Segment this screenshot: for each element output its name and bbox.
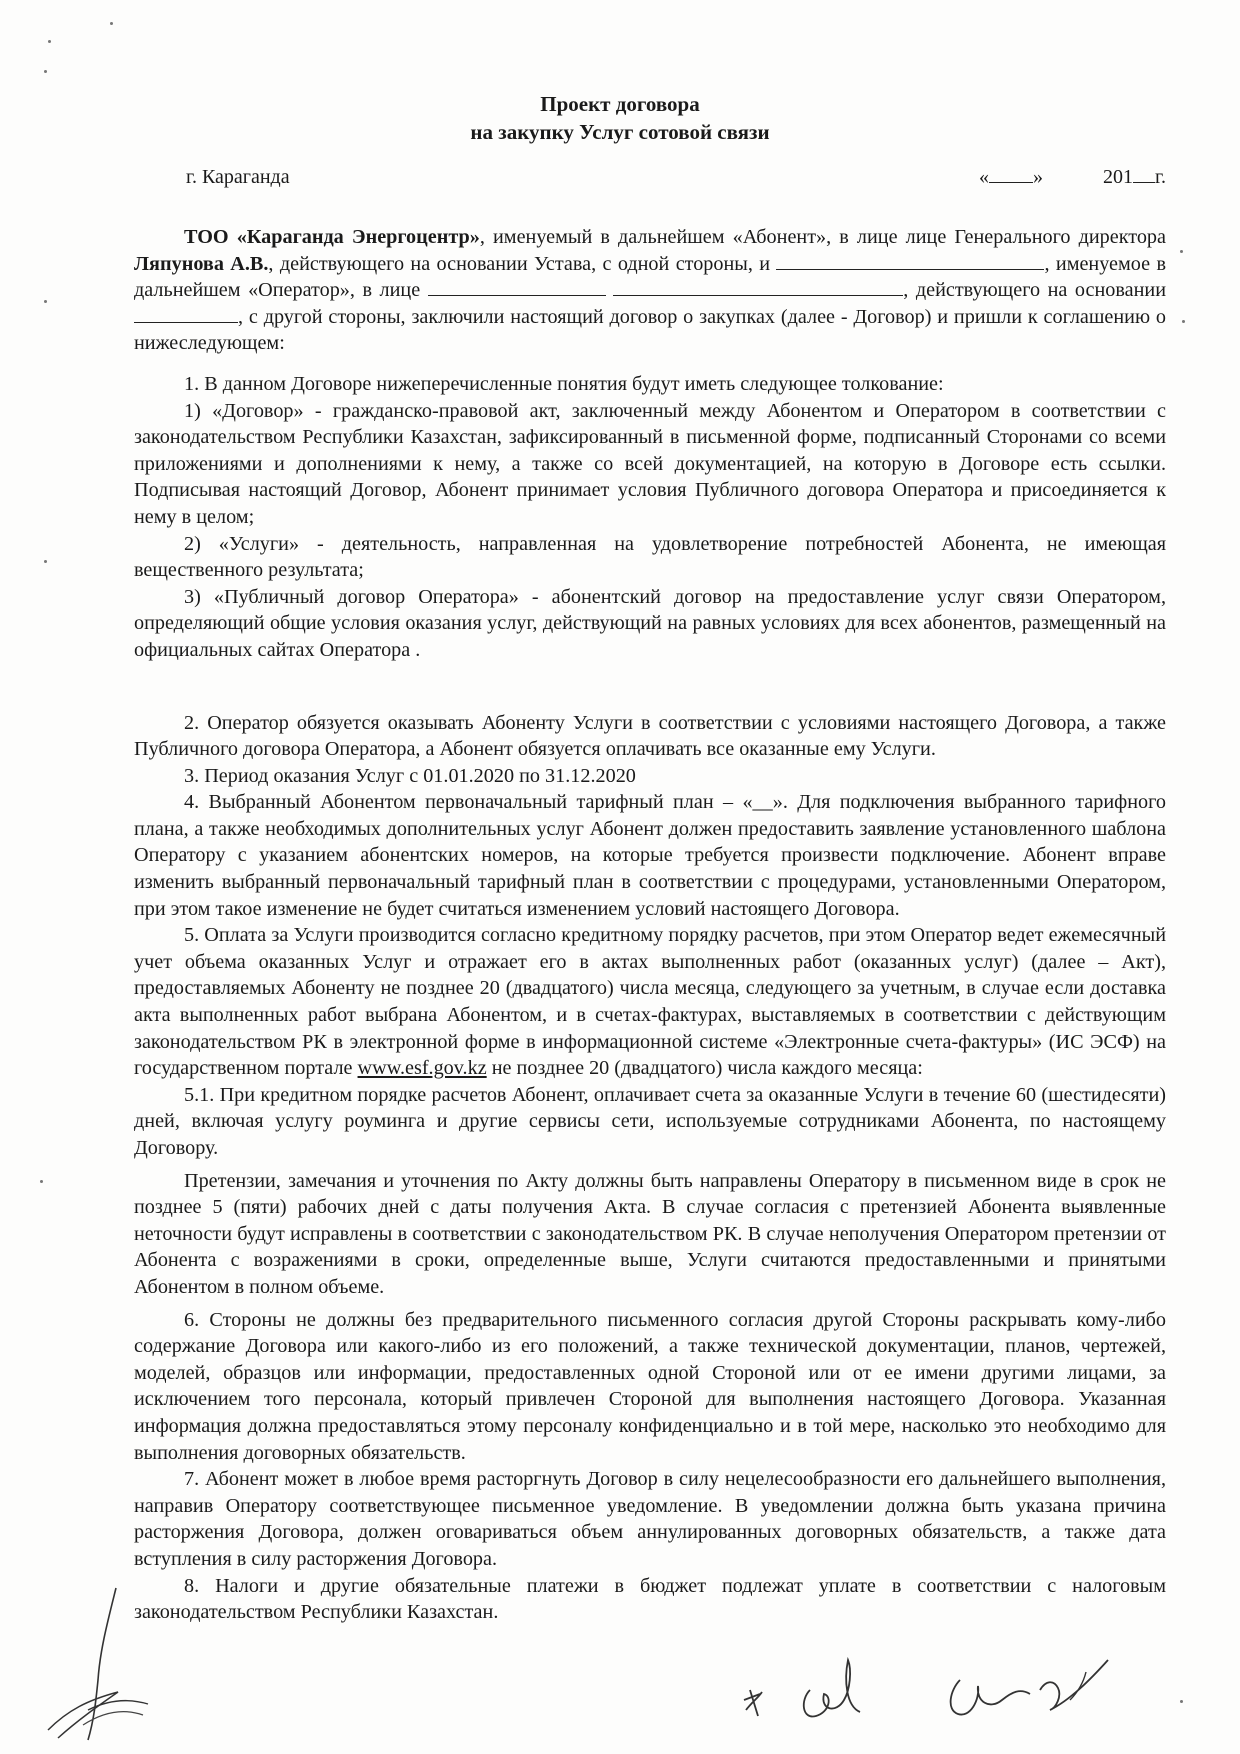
clause-1-3: 3) «Публичный договор Оператора» - абонентский договор на предоставление услуг связи Оператором, определяющий общие условия оказания услуг, действующий на равных условиях для всех абонентов, размещенный на официальных сайтах Оператора . <box>134 585 1166 661</box>
clause-1-2: 2) «Услуги» - деятельность, направленная на удовлетворение потребностей Абонента, не имеющая вещественного результата; <box>134 532 1166 582</box>
city: г. Караганда <box>186 166 290 188</box>
year-blank <box>1133 166 1155 183</box>
clause-1: 1. В данном Договоре нижеперечисленные понятия будут иметь следующее толкование: <box>184 372 944 395</box>
clause-5: 5. Оплата за Услуги производится согласно кредитному порядку расчетов, при этом Оператор ведет ежемесячный учет объема оказанных Услуг и отражает его в актах выполненных работ (оказанных услуг) (далее – Акт), предоставляемых Абоненту не позднее 20 (двадцатого) числа месяца, следующего за учетным, в случае если доставка акта выполненных работ выбрана Абонентом, и в счетах-фактурах, выставляемых в соответствии с действующим законодательством РК в электронной форме в информационной системе «Электронные счета-фактуры» (ИС ЭСФ) на государственном портале www.esf.gov.kz не позднее 20 (двадцатого) числа каждого месяца: <box>134 924 1166 1080</box>
clause-6: 6. Стороны не должны без предварительного письменного согласия другой Стороны раскрывать кому-либо содержание Договора или какого-либо из его положений, а также технической документации, планов, чертежей, моделей, образцов или информации, предоставленных одной Стороной или от ее имени другими лицами, за исключением того персонала, который привлечен Стороной для выполнения настоящего Договора. Указанная информация должна предоставляться этому персоналу конфиденциально и в той мере, насколько это необходимо для выполнения договорных обязательств. <box>134 1308 1166 1464</box>
claims-paragraph: Претензии, замечания и уточнения по Акту должны быть направлены Оператору в письменном виде в срок не позднее 5 (пяти) рабочих дней с даты получения Акта. В случае согласия с претензией Абонента выявленные неточности будут исправлены в соответствии с законодательством РК. В случае неполучения Оператором претензии от Абонента с возражениями в сроки, определенные выше, Услуги считаются предоставленными и принятыми Абонентом в полном объеме. <box>134 1169 1166 1298</box>
representative-blank-1 <box>428 277 606 296</box>
clause-7: 7. Абонент может в любое время расторгнуть Договор в силу нецелесообразности его дальнейшего выполнения, направив Оператору соответствующее письменное уведомление. В уведомлении должна быть указана причина расторжения Договора, должен оговариваться объем аннулированных договорных обязательств, а также дата вступления в силу расторжения Договора. <box>134 1468 1166 1570</box>
day-blank <box>989 166 1033 183</box>
date-line: « » 201 г. <box>979 166 1166 188</box>
clause-2: 2. Оператор обязуется оказывать Абоненту Услуги в соответствии с условиями настоящего Договора, а также Публичного договора Оператора, а Абонент обязуется оплачивать все оказанные ему Услуги. <box>134 711 1166 761</box>
representative-blank-2 <box>613 277 903 296</box>
preamble: ТОО «Караганда Энергоцентр», именуемый в дальнейшем «Абонент», в лице лице Генерального директора Ляпунова А.В., действующего на основании Устава, с одной стороны, и , именуемое в дальнейшем «Оператор», в лице , действующего на основании, с другой стороны, заключили настоящий договор о закупках (далее - Договор) и пришли к соглашению о нижеследующем: <box>134 226 1166 355</box>
title-line-2: на закупку Услуг сотовой связи <box>470 120 770 144</box>
clause-3: 3. Период оказания Услуг с 01.01.2020 по 31.12.2020 <box>184 764 636 787</box>
clause-5-1: 5.1. При кредитном порядке расчетов Абонент, оплачивает счета за оказанные Услуги в течение 60 (шестидесяти) дней, включая услугу роуминга и другие сервисы сети, используемые сотрудниками Абонента, по настоящему Договору. <box>134 1083 1166 1159</box>
clause-1-1: 1) «Договор» - гражданско-правовой акт, заключенный между Абонентом и Оператором в соответствии с законодательством Республики Казахстан, зафиксированный в письменной форме, подписанный Сторонами со всеми приложениями и дополнениями к нему, а также со всей документацией, на которую в Договоре есть ссылки. Подписывая настоящий Договор, Абонент принимает условия Публичного договора Оператора и присоединяется к нему в целом; <box>134 399 1166 528</box>
clause-4: 4. Выбранный Абонентом первоначальный тарифный план – «__». Для подключения выбранного тарифного плана, а также необходимых дополнительных услуг Абонент должен предоставить заявление установленного шаблона Оператору с указанием абонентских номеров, на которые требуется произвести подключение. Абонент вправе изменить выбранный первоначальный тарифный план в соответствии с процедурами, установленными Оператором, при этом такое изменение не будет считаться изменением условий настоящего Договора. <box>134 791 1166 920</box>
margin-signature <box>28 1580 168 1750</box>
esf-portal-link[interactable]: www.esf.gov.kz <box>357 1057 487 1080</box>
contract-body <box>134 224 1166 1626</box>
clause-8: 8. Налоги и другие обязательные платежи в бюджет подлежат уплате в соответствии с налоговым законодательством Республики Казахстан. <box>134 1574 1166 1624</box>
operator-name-blank <box>776 251 1044 270</box>
document-title <box>0 90 1240 146</box>
place-date-row <box>186 166 1166 194</box>
page-signatures <box>740 1650 1160 1740</box>
title-line-1: Проект договора <box>540 92 700 116</box>
basis-blank <box>134 304 238 323</box>
